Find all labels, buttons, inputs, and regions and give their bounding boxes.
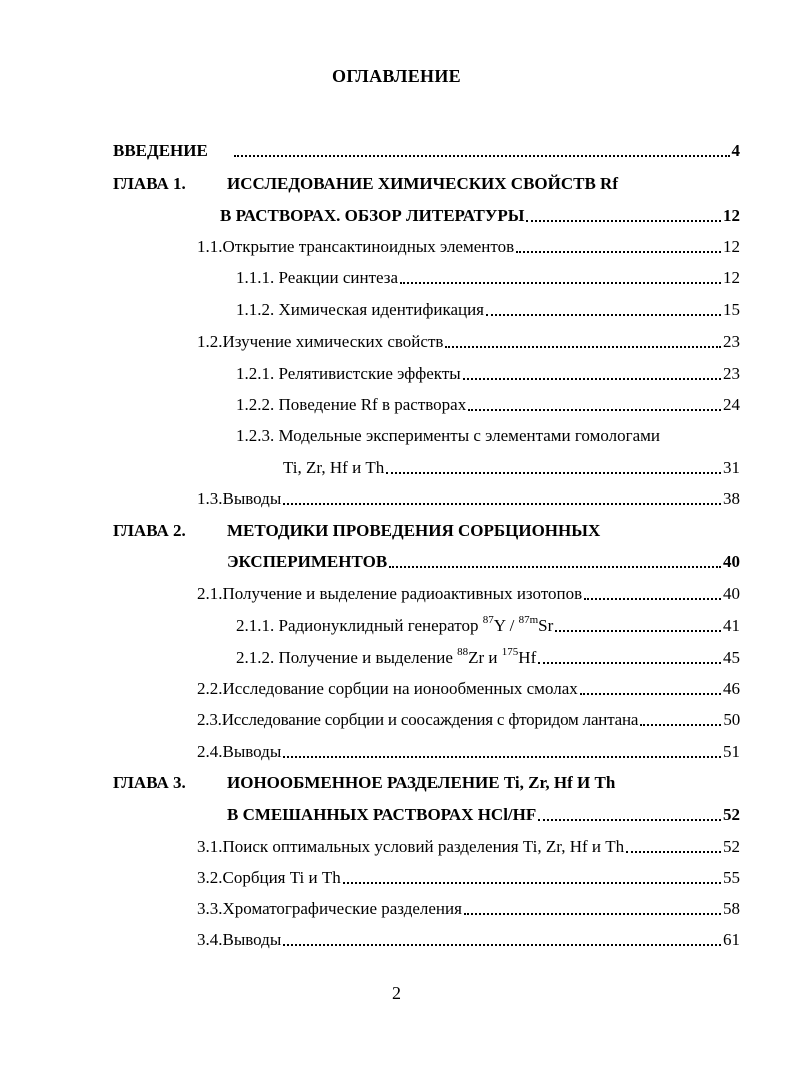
chapter-3-title-line2: В СМЕШАННЫХ РАСТВОРАХ HCl/HF xyxy=(227,805,537,824)
toc-entry-3-3[interactable] xyxy=(197,898,740,920)
toc-page-number: 4 xyxy=(731,141,740,160)
toc-entry-1-3[interactable] xyxy=(197,488,740,510)
chapter-1-title-line1: ИССЛЕДОВАНИЕ ХИМИЧЕСКИХ СВОЙСТВ Rf xyxy=(227,174,618,193)
entry-prefix: 2.1.2. Получение и выделение xyxy=(236,648,458,667)
dot-leader xyxy=(516,251,721,253)
toc-entry-label: 1.2.Изучение химических свойств xyxy=(197,332,444,351)
dot-leader xyxy=(538,662,721,664)
toc-entry-label: 1.1.1. Реакции синтеза xyxy=(236,268,399,287)
chapter-3-title-line1: ИОНООБМЕННОЕ РАЗДЕЛЕНИЕ Ti, Zr, Hf И Th xyxy=(227,773,616,792)
toc-entry-label: 2.3.Исследование сорбции и соосаждения с фторидом лантана xyxy=(197,710,639,729)
dot-leader xyxy=(386,472,721,474)
toc-entry-1-2-3-line1[interactable]: 1.2.3. Модельные эксперименты с элементами гомологами xyxy=(236,426,660,445)
toc-page-number: 40 xyxy=(723,584,740,603)
toc-entry-1-2[interactable] xyxy=(197,331,740,353)
toc-entry-2-1-2[interactable] xyxy=(236,647,740,669)
chapter-2-title-line2: ЭКСПЕРИМЕНТОВ xyxy=(227,552,388,571)
toc-entry-label xyxy=(236,647,536,669)
toc-page-number: 31 xyxy=(723,458,740,477)
toc-entry-2-1-1[interactable] xyxy=(236,615,740,637)
toc-entry-label: 1.1.Открытие трансактиноидных элементов xyxy=(197,237,515,256)
toc-page-number: 38 xyxy=(723,489,740,508)
dot-leader xyxy=(584,598,721,600)
dot-leader xyxy=(626,851,721,853)
toc-entry-1-2-3[interactable] xyxy=(283,457,740,479)
toc-page-number: 12 xyxy=(723,237,740,256)
dot-leader xyxy=(389,566,721,568)
toc-entry-label: 1.1.2. Химическая идентификация xyxy=(236,300,485,319)
toc-page-number: 41 xyxy=(723,616,740,635)
chapter-3-number: ГЛАВА 3. xyxy=(113,773,186,792)
toc-entry-label: 2.4.Выводы xyxy=(197,742,282,761)
dot-leader xyxy=(234,155,730,157)
dot-leader xyxy=(283,944,721,946)
toc-page-number: 15 xyxy=(723,300,740,319)
toc-entry-1-1[interactable] xyxy=(197,236,740,258)
mass-number: 88 xyxy=(457,646,469,659)
dot-leader xyxy=(283,756,721,758)
dot-leader xyxy=(400,282,721,284)
toc-entry-2-4[interactable] xyxy=(197,741,740,763)
chapter-2-number: ГЛАВА 2. xyxy=(113,521,186,540)
toc-entry-chapter-1[interactable] xyxy=(220,205,740,227)
toc-entry-1-1-2[interactable] xyxy=(236,299,740,321)
mass-number: 175 xyxy=(501,646,519,659)
toc-entry-label: 2.1.Получение и выделение радиоактивных изотопов xyxy=(197,584,583,603)
toc-page-number: 52 xyxy=(723,837,740,856)
toc-entry-intro[interactable] xyxy=(113,140,740,162)
dot-leader xyxy=(343,882,721,884)
mass-number: 87m xyxy=(518,614,539,627)
toc-page-number: 58 xyxy=(723,899,740,918)
toc-page-number: 55 xyxy=(723,868,740,887)
chapter-1-title-line2: В РАСТВОРАХ. ОБЗОР ЛИТЕРАТУРЫ xyxy=(220,206,525,225)
toc-page-number: 12 xyxy=(723,206,740,225)
page-number: 2 xyxy=(392,983,401,1003)
toc-entry-label: 1.3.Выводы xyxy=(197,489,282,508)
toc-entry-label: 3.1.Поиск оптимальных условий разделения Ti, Zr, Hf и Th xyxy=(197,837,625,856)
element-symbol: Hf xyxy=(518,648,537,667)
chapter-2-title-line1: МЕТОДИКИ ПРОВЕДЕНИЯ СОРБЦИОННЫХ xyxy=(227,521,601,540)
toc-entry-2-3[interactable] xyxy=(197,709,740,731)
toc-entry-label: Ti, Zr, Hf и Th xyxy=(283,458,385,477)
dot-leader xyxy=(538,819,721,821)
dot-leader xyxy=(580,693,721,695)
toc-entry-label: 1.2.1. Релятивистские эффекты xyxy=(236,364,461,383)
chapter-1-number: ГЛАВА 1. xyxy=(113,174,186,193)
page-title: ОГЛАВЛЕНИЕ xyxy=(332,66,461,86)
mass-number: 87 xyxy=(482,614,494,627)
dot-leader xyxy=(640,724,721,726)
toc-entry-label: 3.3.Хроматографические разделения xyxy=(197,899,462,918)
toc-page-number: 24 xyxy=(723,395,740,414)
dot-leader xyxy=(526,220,721,222)
toc-page-number: 12 xyxy=(723,268,740,287)
toc-entry-label: ВВЕДЕНИЕ xyxy=(113,141,208,160)
element-symbol: Sr xyxy=(538,616,554,635)
dot-leader xyxy=(463,378,721,380)
dot-leader xyxy=(486,314,721,316)
dot-leader xyxy=(468,409,721,411)
toc-entry-1-2-1[interactable] xyxy=(236,363,740,385)
toc-entry-chapter-2[interactable] xyxy=(227,551,740,573)
toc-entry-2-1[interactable] xyxy=(197,583,740,605)
toc-entry-1-1-1[interactable] xyxy=(236,267,740,289)
toc-page-number: 45 xyxy=(723,648,740,667)
toc-entry-label: 3.2.Сорбция Ti и Th xyxy=(197,868,341,887)
element-symbol: Y / xyxy=(493,616,519,635)
dot-leader xyxy=(555,630,721,632)
toc-entry-1-2-2[interactable] xyxy=(236,394,740,416)
toc-page-number: 61 xyxy=(723,930,740,949)
toc-page-number: 52 xyxy=(723,805,740,824)
toc-entry-3-2[interactable] xyxy=(197,867,740,889)
entry-prefix: 2.1.1. Радионуклидный генератор xyxy=(236,616,483,635)
toc-entry-label: 3.4.Выводы xyxy=(197,930,282,949)
toc-entry-chapter-3[interactable] xyxy=(227,804,740,826)
toc-entry-label: 1.2.2. Поведение Rf в растворах xyxy=(236,395,467,414)
toc-page-number: 23 xyxy=(723,332,740,351)
toc-entry-3-4[interactable] xyxy=(197,929,740,951)
toc-entry-3-1[interactable] xyxy=(197,836,740,858)
element-symbol: Zr и xyxy=(468,648,502,667)
toc-page-number: 23 xyxy=(723,364,740,383)
toc-entry-label xyxy=(236,615,553,637)
toc-page-number: 40 xyxy=(723,552,740,571)
dot-leader xyxy=(283,503,721,505)
dot-leader xyxy=(445,346,721,348)
toc-entry-2-2[interactable] xyxy=(197,678,740,700)
toc-page-number: 46 xyxy=(723,679,740,698)
toc-page-number: 50 xyxy=(723,710,740,729)
toc-page-number: 51 xyxy=(723,742,740,761)
toc-entry-label: 2.2.Исследование сорбции на ионообменных смолах xyxy=(197,679,578,698)
dot-leader xyxy=(464,913,721,915)
